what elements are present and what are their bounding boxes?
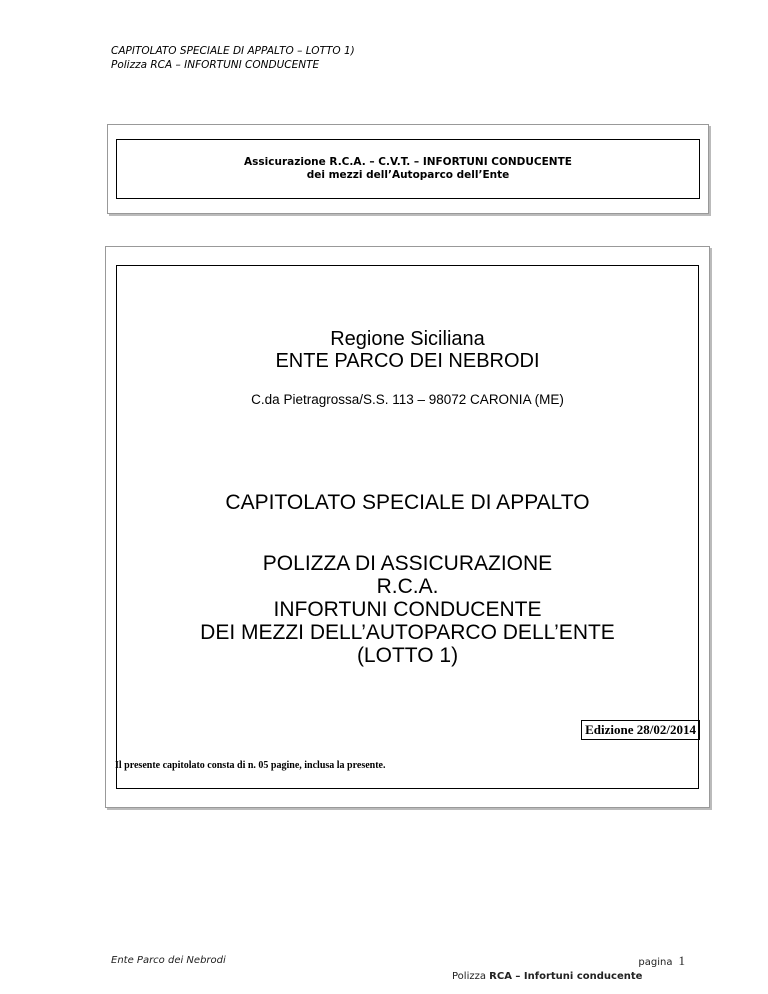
page-header: [111, 44, 355, 72]
policy-title-line: INFORTUNI CONDUCENTE: [273, 598, 542, 621]
footer-policy: [452, 971, 642, 982]
policy-title-line: DEI MEZZI DELL’AUTOPARCO DELL’ENTE: [200, 621, 615, 644]
header-line-2: Polizza RCA – INFORTUNI CONDUCENTE: [111, 59, 320, 71]
policy-title-line: POLIZZA DI ASSICURAZIONE: [262, 552, 553, 575]
footer-policy-prefix: Polizza: [452, 971, 486, 982]
policy-title-line: (LOTTO 1): [356, 644, 459, 667]
insurance-title-inner: [116, 139, 700, 199]
document-title: CAPITOLATO SPECIALE DI APPALTO: [225, 491, 590, 514]
region-name: Regione Siciliana: [330, 328, 485, 350]
entity-name: ENTE PARCO DEI NEBRODI: [275, 350, 540, 372]
page-count-note: Il presente capitolato consta di n. 05 pagine, inclusa la presente.: [115, 760, 386, 771]
insurance-title-line-1: Assicurazione R.C.A. – C.V.T. – INFORTUNI CONDUCENTE: [244, 156, 572, 168]
insurance-title-box: [107, 124, 709, 214]
header-line-1: CAPITOLATO SPECIALE DI APPALTO – LOTTO 1): [111, 45, 355, 57]
footer-page: [638, 953, 685, 969]
page-number: 1: [678, 953, 685, 968]
entity-address: C.da Pietragrossa/S.S. 113 – 98072 CARONIA (ME): [251, 392, 564, 407]
page-label: pagina: [638, 957, 673, 968]
footer-policy-name: RCA – Infortuni conducente: [489, 971, 643, 982]
insurance-title-line-2: dei mezzi dell’Autoparco dell’Ente: [306, 169, 510, 181]
edition-date: Edizione 28/02/2014: [581, 720, 700, 740]
cover-box: [105, 246, 710, 808]
cover-box-inner: [116, 265, 699, 789]
footer-entity: Ente Parco dei Nebrodi: [111, 955, 226, 966]
policy-title-block: [117, 552, 698, 667]
policy-title-line: R.C.A.: [376, 575, 439, 598]
